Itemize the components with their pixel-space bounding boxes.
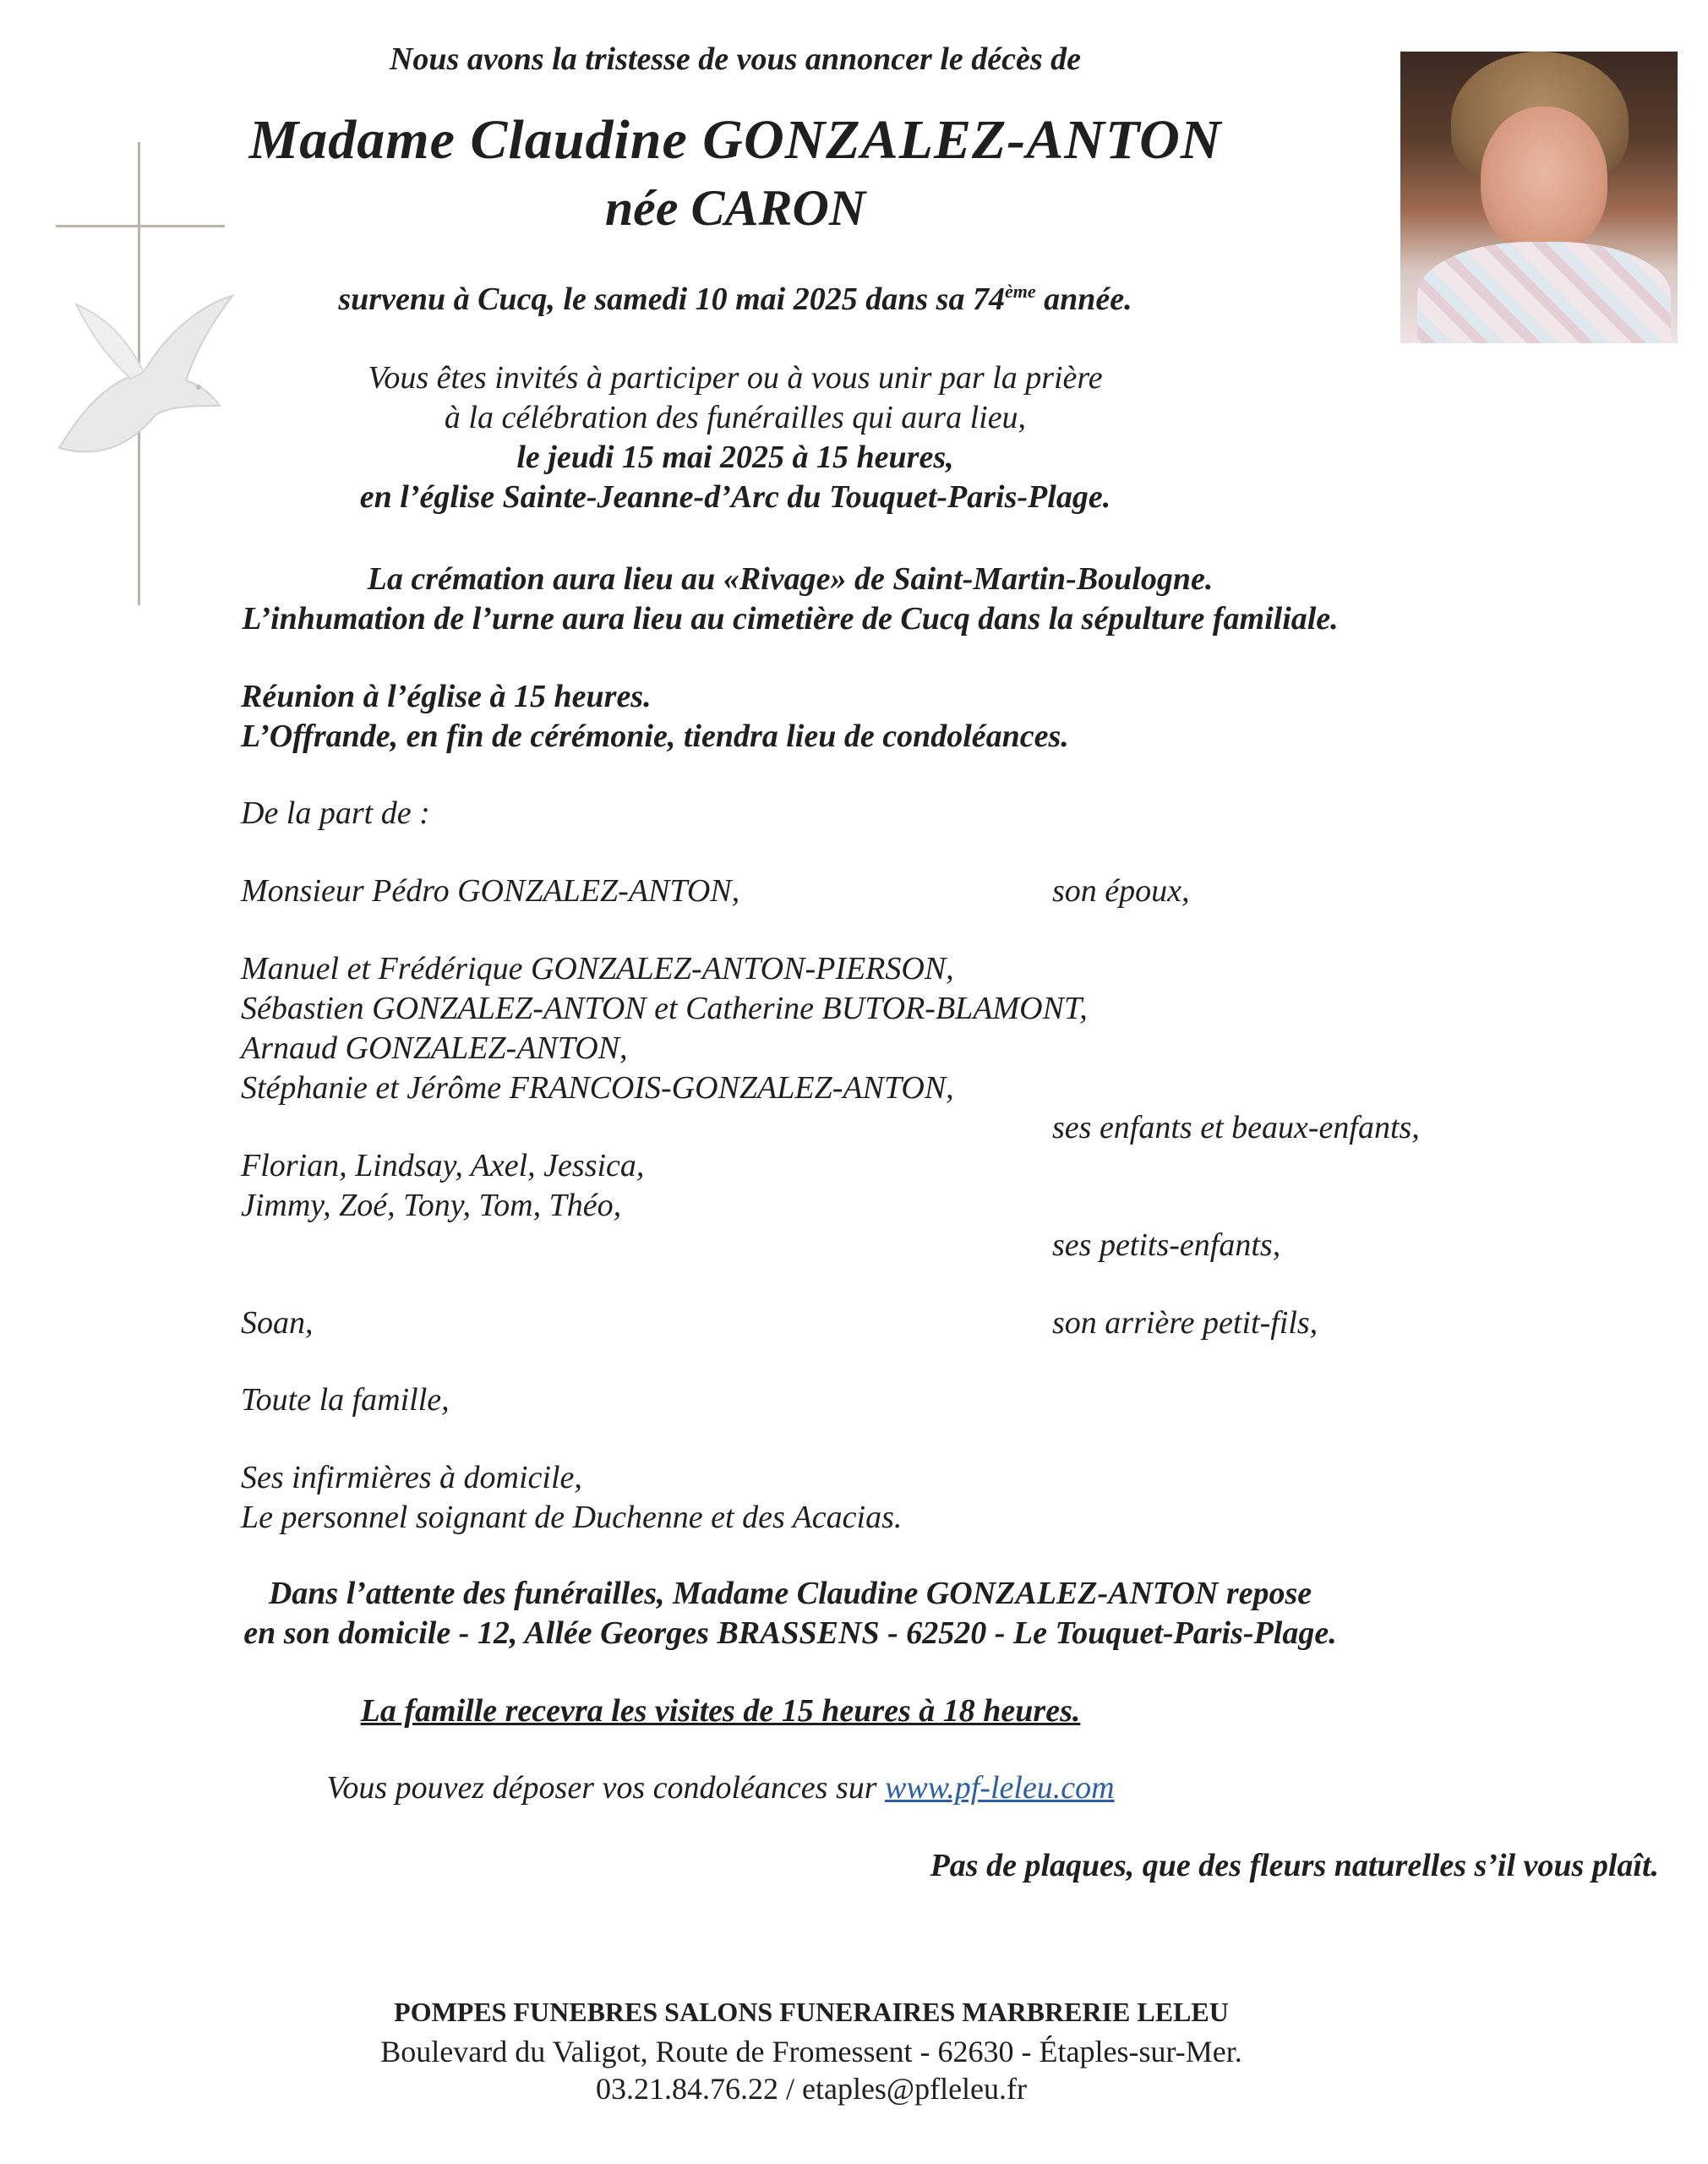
death-suffix: année. [1035, 281, 1132, 317]
invitation-line-2: à la célébration des funérailles qui aura lieu, [444, 400, 1027, 435]
death-text: survenu à Cucq, le samedi 10 mai 2025 dans sa 74 [338, 281, 1005, 317]
death-notice [0, 281, 1471, 318]
flowers-notice: Pas de plaques, que des fleurs naturelles s’il vous plaît. [930, 1848, 1659, 1883]
deceased-name: Madame Claudine GONZALEZ-ANTON [248, 109, 1222, 171]
maiden-name: née CARON [604, 180, 866, 236]
invitation-line-4: en l’église Sainte-Jeanne-d’Arc du Touquet-Paris-Plage. [359, 479, 1111, 515]
whole-family: Toute la famille, [241, 1382, 450, 1418]
reunion-line-2: L’Offrande, en fin de cérémonie, tiendra lieu de condoléances. [241, 719, 1069, 754]
nurses-line: Ses infirmières à domicile, [241, 1460, 582, 1495]
great-grandchild-role: son arrière petit-fils, [1052, 1305, 1318, 1341]
funeral-company-address: Boulevard du Valigot, Route de Fromessent - 62630 - Étaples-sur-Mer. [380, 2035, 1242, 2068]
invitation-line-1: Vous êtes invités à participer ou à vous unir par la prière [368, 360, 1103, 396]
grandchildren-role: ses petits-enfants, [1052, 1227, 1281, 1263]
from-label: De la part de : [241, 795, 430, 831]
condolences-text: Vous pouvez déposer vos condoléances sur [326, 1770, 886, 1806]
grandchildren-line-1: Florian, Lindsay, Axel, Jessica, [241, 1148, 645, 1183]
cremation-line-2: L’inhumation de l’urne aura lieu au cimetière de Cucq dans la sépulture familiale. [242, 601, 1339, 637]
cremation-line-1: La crémation aura lieu au «Rivage» de Saint-Martin-Boulogne. [367, 561, 1214, 597]
child-line-2: Sébastien GONZALEZ-ANTON et Catherine BUTOR-BLAMONT, [241, 991, 1088, 1026]
funeral-company-contact: 03.21.84.76.22 / etaples@pfleleu.fr [595, 2072, 1028, 2106]
condolences-link[interactable]: www.pf-leleu.com [885, 1770, 1115, 1806]
great-grandchild-name: Soan, [241, 1305, 314, 1341]
children-role: ses enfants et beaux-enfants, [1052, 1110, 1420, 1145]
child-line-1: Manuel et Frédérique GONZALEZ-ANTON-PIERSON, [241, 951, 954, 986]
visits-notice: La famille recevra les visites de 15 heures à 18 heures. [360, 1693, 1081, 1729]
spouse-name: Monsieur Pédro GONZALEZ-ANTON, [241, 873, 740, 909]
invitation-line-3: le jeudi 15 mai 2025 à 15 heures, [516, 440, 954, 475]
condolences-line [0, 1769, 1441, 1806]
rest-line-1: Dans l’attente des funérailles, Madame Claudine GONZALEZ-ANTON repose [268, 1576, 1312, 1611]
grandchildren-line-2: Jimmy, Zoé, Tony, Tom, Théo, [241, 1188, 622, 1223]
child-line-3: Arnaud GONZALEZ-ANTON, [241, 1030, 628, 1066]
intro-text: Nous avons la tristesse de vous annoncer le décès de [389, 41, 1082, 77]
death-ordinal-suffix: ème [1004, 281, 1036, 302]
spouse-role: son époux, [1052, 873, 1190, 909]
reunion-line-1: Réunion à l’église à 15 heures. [241, 679, 652, 714]
funeral-company-name: POMPES FUNEBRES SALONS FUNERAIRES MARBRERIE LELEU [394, 1997, 1229, 2027]
staff-line: Le personnel soignant de Duchenne et des Acacias. [241, 1500, 903, 1535]
rest-line-2: en son domicile - 12, Allée Georges BRASSENS - 62520 - Le Touquet-Paris-Plage. [243, 1615, 1337, 1651]
child-line-4: Stéphanie et Jérôme FRANCOIS-GONZALEZ-ANTON, [241, 1070, 954, 1106]
